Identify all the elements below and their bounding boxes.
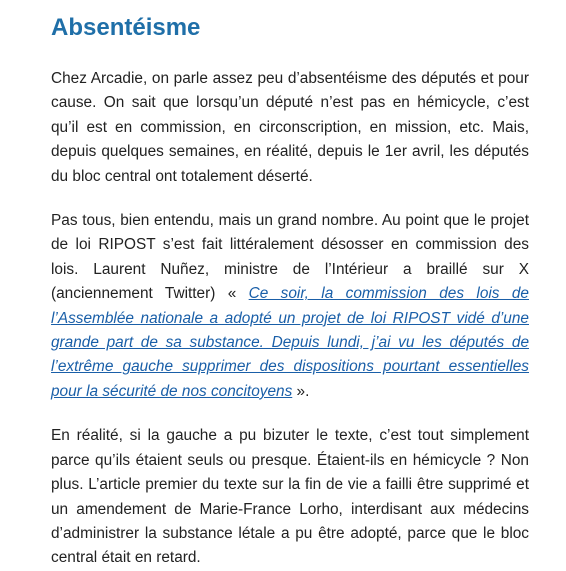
paragraph-2 <box>51 209 529 404</box>
paragraph-2-closing: ». <box>292 382 310 400</box>
paragraph-2-intro: Pas tous, bien entendu, mais un grand nombre. Au point que le projet de loi RIPOST s’est fait littéralement désosser en commission des lois. Laurent Nuñez, ministre de l’Intérieur a braillé sur X (anciennement Twitter) « <box>51 212 529 303</box>
quote-link[interactable]: Ce soir, la commission des lois de l’Assemblée nationale a adopté un projet de loi RIPOST vidé d’une grande part de sa substance. Depuis lundi, j’ai vu les députés de l’extrême gauche supprimer des dispositions pourtant essentielles pour la sécurité de nos concitoyens <box>51 285 529 400</box>
section-title: Absentéisme <box>51 14 201 41</box>
paragraph-3: En réalité, si la gauche a pu bizuter le texte, c’est tout simplement parce qu’ils étaient seuls ou presque. Étaient-ils en hémicycle ? Non plus. L’article premier du texte sur la fin de vie a failli être supprimé et un amendement de Marie-France Lorho, interdisant aux médecins d’administrer la substance létale a pu être adopté, parce que le bloc central était en retard. <box>51 427 529 567</box>
paragraph-1: Chez Arcadie, on parle assez peu d’absentéisme des députés et pour cause. On sait que lorsqu’un député n’est pas en hémicycle, c’est qu’il est en commission, en circonscription, en mission, etc. Mais, depuis quelques semaines, en réalité, depuis le 1er avril, les députés du bloc central ont totalement déserté. <box>51 70 529 185</box>
article <box>51 0 529 571</box>
